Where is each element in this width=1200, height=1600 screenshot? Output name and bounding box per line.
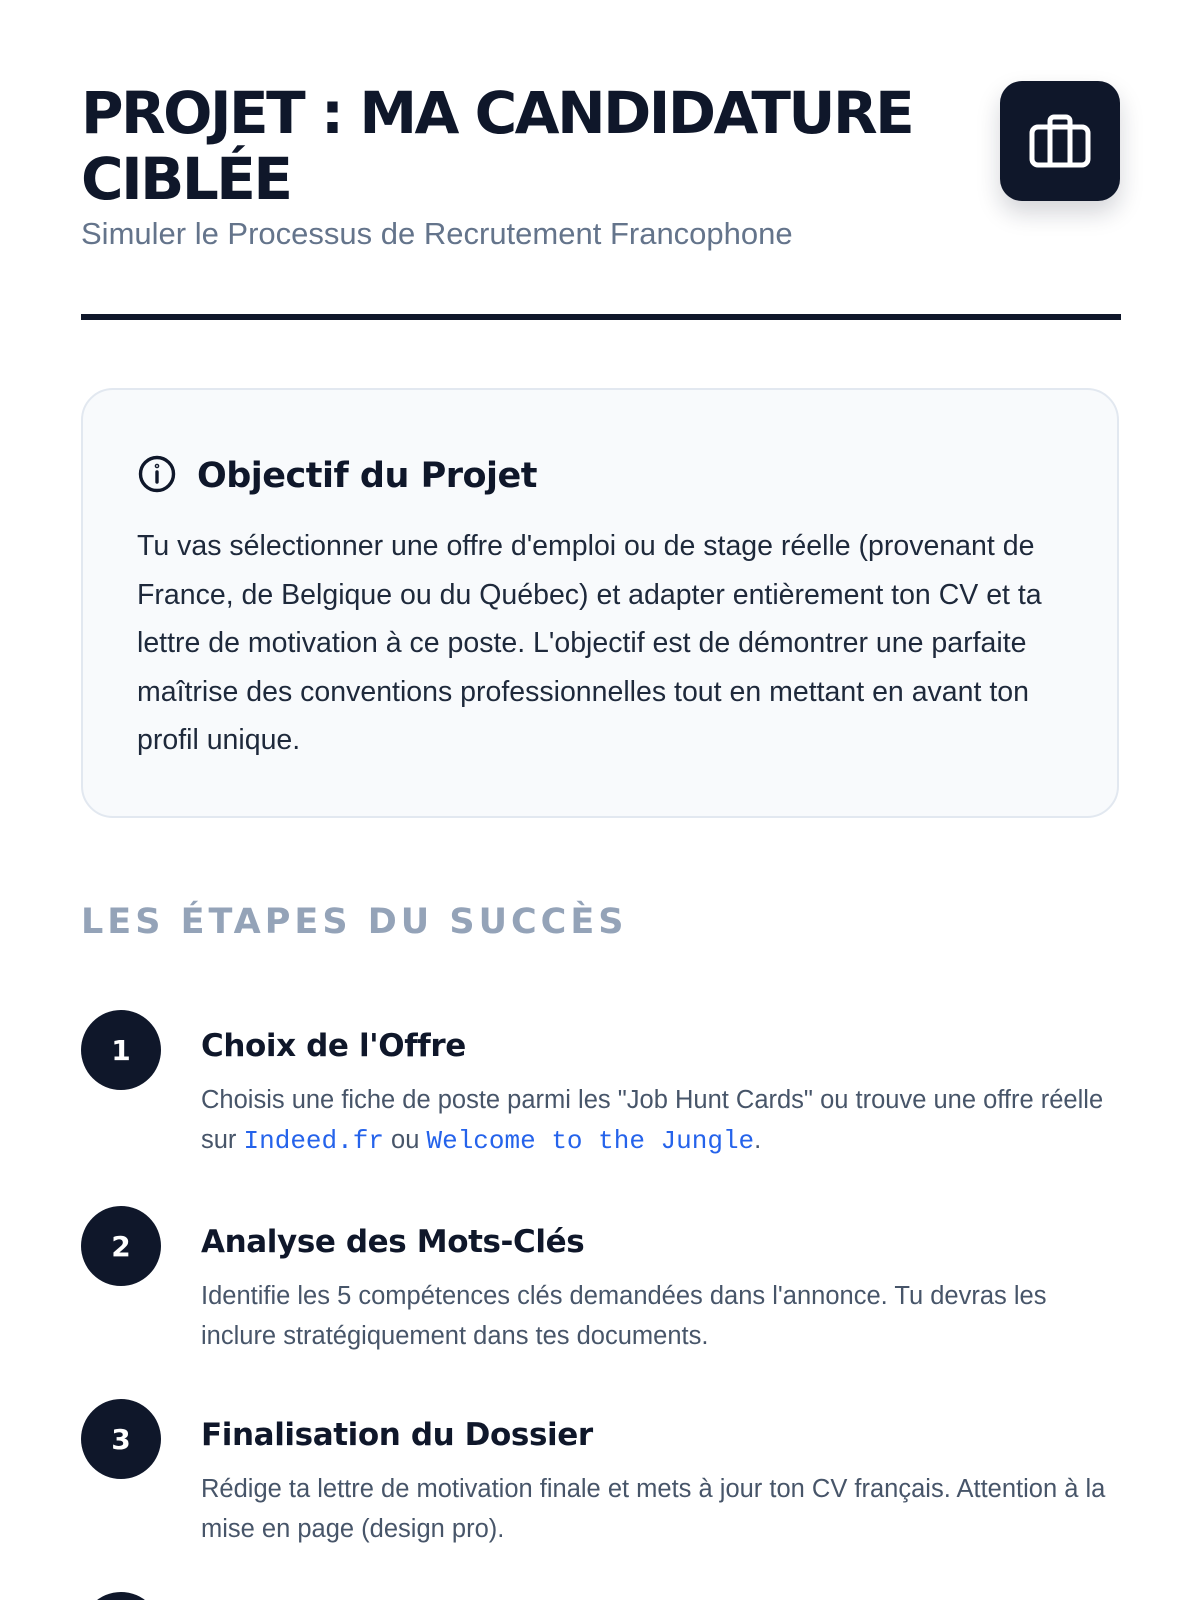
step-body <box>201 1222 1121 1356</box>
steps-heading: LES ÉTAPES DU SUCCÈS <box>81 902 628 942</box>
page-title: PROJET : MA CANDIDATURE CIBLÉE <box>81 79 913 213</box>
step-title: Analyse des Mots-Clés <box>201 1224 585 1260</box>
step-number-badge: 1 <box>81 1010 161 1090</box>
welcome-to-the-jungle-link[interactable]: Welcome to the Jungle <box>426 1126 755 1156</box>
page-subtitle: Simuler le Processus de Recrutement Francophone <box>81 216 793 251</box>
briefcase-icon <box>1000 81 1120 201</box>
indeed-link[interactable]: Indeed.fr <box>243 1126 384 1156</box>
page-header <box>81 80 1121 254</box>
step-body <box>201 1415 1121 1549</box>
step-description-text: ou <box>383 1126 427 1154</box>
step-description: Rédige ta lettre de motivation finale et mets à jour ton CV français. Attention à la mise en page (design pro). <box>201 1475 1106 1543</box>
header-divider <box>81 314 1121 320</box>
objective-header <box>137 446 1065 506</box>
step-number-badge: 2 <box>81 1206 161 1286</box>
step-body <box>201 1026 1121 1161</box>
step-description: Identifie les 5 compétences clés demandées dans l'annonce. Tu devras les inclure stratégiquement dans tes documents. <box>201 1282 1047 1350</box>
step-number-badge-partial <box>81 1592 161 1600</box>
step-description-text: . <box>754 1126 762 1154</box>
step-number-badge: 3 <box>81 1399 161 1479</box>
info-icon <box>137 454 177 499</box>
objective-title: Objectif du Projet <box>197 456 538 496</box>
step-title: Finalisation du Dossier <box>201 1417 593 1453</box>
objective-card <box>81 388 1119 818</box>
step-description <box>201 1080 1121 1161</box>
objective-text: Tu vas sélectionner une offre d'emploi ou de stage réelle (provenant de France, de Belgique ou du Québec) et adapter entièrement ton CV et ta lettre de motivation à ce poste. L'objectif est de démontrer une parfaite maîtrise des conventions professionnelles tout en mettant en avant ton profil unique. <box>137 530 1042 756</box>
step-title: Choix de l'Offre <box>201 1028 466 1064</box>
step-description-text: Choisis une fiche de poste parmi les "Job Hunt Cards" ou trouve une offre réelle sur <box>201 1086 1104 1154</box>
